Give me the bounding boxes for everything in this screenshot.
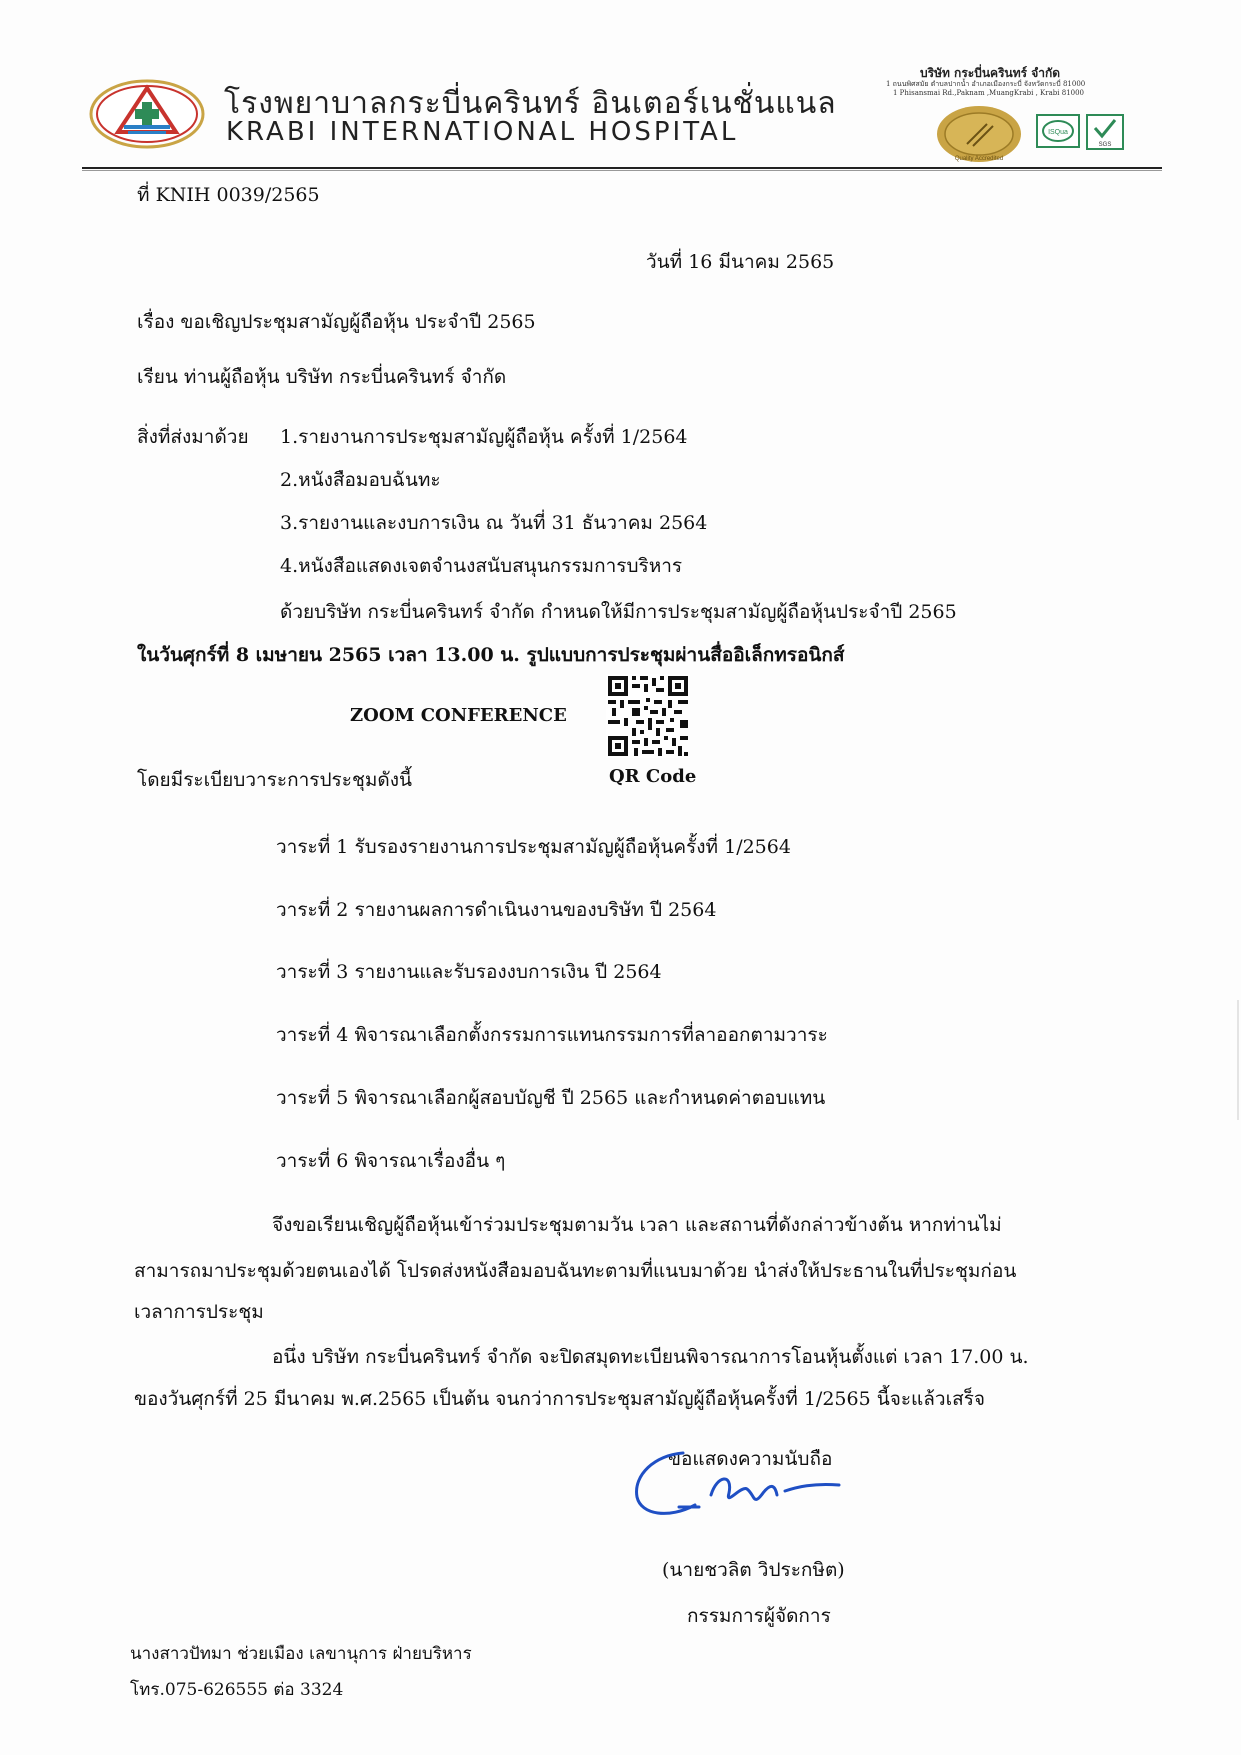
enclosure-item: 3.รายงานและงบการเงิน ณ วันที่ 31 ธันวาคม 2564 xyxy=(280,512,708,534)
agenda-item: วาระที่ 4 พิจารณาเลือกตั้งกรรมการแทนกรรมการที่ลาออกตามวาระ xyxy=(276,1024,828,1046)
letterhead-divider xyxy=(82,167,1162,169)
agenda-item: วาระที่ 6 พิจารณาเรื่องอื่น ๆ xyxy=(276,1150,506,1172)
enclosures-label: สิ่งที่ส่งมาด้วย xyxy=(137,426,249,448)
agenda-item: วาระที่ 5 พิจารณาเลือกผู้สอบบัญชี ปี 2565 และกำหนดค่าตอบแทน xyxy=(276,1087,826,1109)
closing-salutation: ขอแสดงความนับถือ xyxy=(668,1448,833,1470)
handwritten-signature xyxy=(625,1445,865,1535)
contact-person: นางสาวปัทมา ช่วยเมือง เลขานุการ ฝ่ายบริหาร xyxy=(130,1644,472,1664)
paragraph-1-line: จึงขอเรียนเชิญผู้ถือหุ้นเข้าร่วมประชุมตามวัน เวลา และสถานที่ดังกล่าวข้างต้น หากท่านไม่ xyxy=(272,1214,1002,1236)
hospital-logo xyxy=(88,78,206,150)
company-address-english: 1 Phisansmai Rd.,Paknam ,MuangKrabi , Krabi 81000 xyxy=(893,89,1085,97)
company-name: บริษัท กระบี่นครินทร์ จำกัด xyxy=(920,66,1061,80)
agenda-item: วาระที่ 1 รับรองรายงานการประชุมสามัญผู้ถือหุ้นครั้งที่ 1/2564 xyxy=(276,836,791,858)
intro-line-1: ด้วยบริษัท กระบี่นครินทร์ จำกัด กำหนดให้มีการประชุมสามัญผู้ถือหุ้นประจำปี 2565 xyxy=(280,601,957,623)
paragraph-2-line: ของวันศุกร์ที่ 25 มีนาคม พ.ศ.2565 เป็นต้น จนกว่าการประชุมสามัญผู้ถือหุ้นครั้งที่ 1/2565 นี้จะแล้วเสร็จ xyxy=(134,1388,986,1410)
agenda-intro: โดยมีระเบียบวาระการประชุมดังนี้ xyxy=(137,769,412,791)
letterhead-divider-thin xyxy=(82,170,1162,171)
qr-code-icon xyxy=(606,674,690,758)
enclosure-item: 4.หนังสือแสดงเจตจำนงสนับสนุนกรรมการบริหาร xyxy=(280,555,683,577)
reference-number: ที่ KNIH 0039/2565 xyxy=(137,184,320,206)
signer-name: (นายชวลิต วิประกษิต) xyxy=(662,1559,845,1581)
paragraph-2-line: อนึ่ง บริษัท กระบี่นครินทร์ จำกัด จะปิดสมุดทะเบียนพิจารณาการโอนหุ้นตั้งแต่ เวลา 17.00 น. xyxy=(272,1346,1029,1368)
scan-edge-artifact xyxy=(1237,1000,1239,1120)
signer-title: กรรมการผู้จัดการ xyxy=(687,1605,831,1627)
enclosure-item: 2.หนังสือมอบฉันทะ xyxy=(280,469,441,491)
enclosure-item: 1.รายงานการประชุมสามัญผู้ถือหุ้น ครั้งที่ 1/2564 xyxy=(280,426,688,448)
cert2-caption: SGS xyxy=(1098,142,1112,148)
letter-recipient: เรียน ท่านผู้ถือหุ้น บริษัท กระบี่นครินทร์ จำกัด xyxy=(137,366,507,388)
company-address-thai: 1 ถนนพิศสมัย ตำบลปากน้ำ อำเภอเมืองกระบี่ จังหวัดกระบี่ 81000 xyxy=(886,80,1086,88)
qr-code-label: QR Code xyxy=(609,766,697,787)
agenda-item: วาระที่ 3 รายงานและรับรองงบการเงิน ปี 2564 xyxy=(276,961,662,983)
hospital-name-english: KRABI INTERNATIONAL HOSPITAL xyxy=(226,117,739,147)
agenda-item: วาระที่ 2 รายงานผลการดำเนินงานของบริษัท ปี 2564 xyxy=(276,899,717,921)
letter-date: วันที่ 16 มีนาคม 2565 xyxy=(646,251,835,273)
paragraph-1-line: สามารถมาประชุมด้วยตนเองได้ โปรดส่งหนังสือมอบฉันทะตามที่แนบมาด้วย นำส่งให้ประธานในที่ประชุมก่อน xyxy=(134,1260,1017,1282)
quality-check-badge-icon xyxy=(1086,114,1124,150)
intro-line-2: ในวันศุกร์ที่ 8 เมษายน 2565 เวลา 13.00 น. รูปแบบการประชุมผ่านสื่ออิเล็กทรอนิกส์ xyxy=(137,644,845,666)
accreditation-seal-icon xyxy=(935,104,1023,164)
contact-phone: โทร.075-626555 ต่อ 3324 xyxy=(130,1680,344,1700)
hospital-name-thai: โรงพยาบาลกระบี่นครินทร์ อินเตอร์เนชั่นแนล xyxy=(224,86,837,121)
paragraph-1-line: เวลาการประชุม xyxy=(134,1301,264,1323)
certification-badge-icon xyxy=(1036,114,1080,148)
letter-subject: เรื่อง ขอเชิญประชุมสามัญผู้ถือหุ้น ประจำปี 2565 xyxy=(137,311,536,333)
seal-caption: Quality Accredited xyxy=(954,156,1004,162)
cert1-caption: ISQua xyxy=(1048,129,1068,136)
zoom-conference-label: ZOOM CONFERENCE xyxy=(350,705,567,726)
